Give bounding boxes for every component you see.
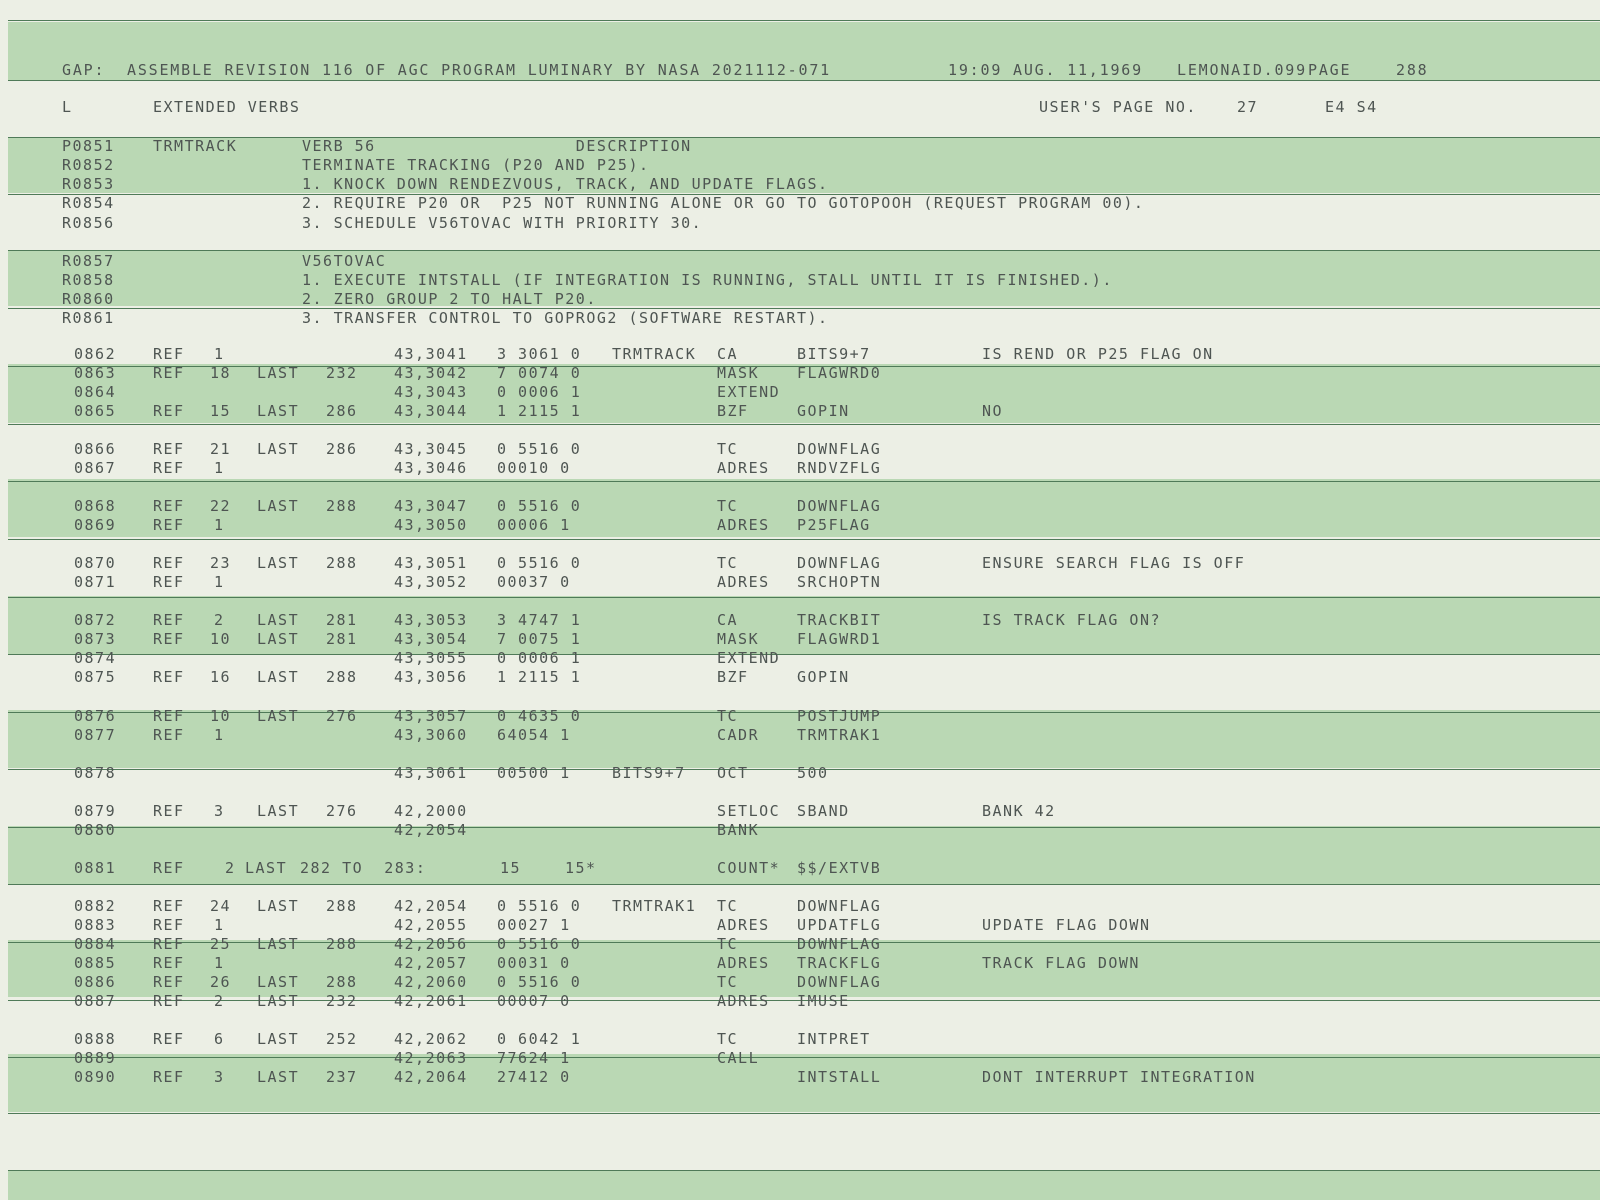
rule-line [8,539,1600,540]
octal-code: 64054 1 [497,726,571,744]
last-label: LAST [257,611,300,629]
comment-text: TRACK FLAG DOWN [982,954,1140,972]
comment-text: BANK 42 [982,802,1056,820]
octal-code: 00010 0 [497,459,571,477]
address: 42,2055 [394,916,468,934]
operand: RNDVZFLG [797,459,882,477]
card-number: R0858 [62,271,115,289]
octal-code: 00031 0 [497,954,571,972]
ref-label: REF [153,726,185,744]
opcode: EXTEND [717,383,781,401]
ref-label: REF [153,668,185,686]
operand: DOWNFLAG [797,935,882,953]
address: 43,3045 [394,440,468,458]
card-number: 0889 [74,1049,117,1067]
ref-count: 3 [214,1068,225,1086]
rule-line [8,250,1600,251]
address: 42,2060 [394,973,468,991]
card-number: R0856 [62,214,115,232]
card-number: 0862 [74,345,117,363]
operand: SBAND [797,802,850,820]
octal-code: 0 5516 0 [497,935,582,953]
operand: DOWNFLAG [797,897,882,915]
users-page-number: 27 [1237,98,1259,116]
comment-text: 3. SCHEDULE V56TOVAC WITH PRIORITY 30. [302,214,703,232]
address: 42,2063 [394,1049,468,1067]
operand: DOWNFLAG [797,973,882,991]
users-page-label: USER'S PAGE NO. [1039,98,1197,116]
operand: FLAGWRD1 [797,630,882,648]
ref-label: REF [153,992,185,1010]
operand: FLAGWRD0 [797,364,882,382]
ref-label: REF [153,516,185,534]
address: 43,3042 [394,364,468,382]
comment-text: 2. ZERO GROUP 2 TO HALT P20. [302,290,597,308]
ref-label: REF [153,554,185,572]
comment-text: UPDATE FLAG DOWN [982,916,1151,934]
octal-code: 00037 0 [497,573,571,591]
last-label: LAST [257,630,300,648]
comment-text: ENSURE SEARCH FLAG IS OFF [982,554,1246,572]
octal-code: 0 0006 1 [497,383,582,401]
ref-count: 22 [210,497,232,515]
last-page: 276 [326,802,358,820]
last-label: LAST [257,364,300,382]
address: 43,3043 [394,383,468,401]
ref-count: 6 [214,1030,225,1048]
opcode: COUNT* [717,859,781,877]
opcode: TC [717,554,739,572]
card-number: 0876 [74,707,117,725]
octal-code: 27412 0 [497,1068,571,1086]
rule-line [8,1113,1600,1114]
log-section-letter: L [62,98,73,116]
address: 43,3053 [394,611,468,629]
rule-line [8,20,1600,21]
opcode: BANK [717,821,760,839]
octal-code: 7 0075 1 [497,630,582,648]
ref-count: 1 [214,573,225,591]
card-number: 0888 [74,1030,117,1048]
operand: DOWNFLAG [797,497,882,515]
operand: POSTJUMP [797,707,882,725]
opcode: ADRES [717,954,770,972]
ref-label: REF [153,345,185,363]
operand: GOPIN [797,402,850,420]
octal-code: 0 0006 1 [497,649,582,667]
last-label: LAST [257,973,300,991]
ref-label: REF [153,440,185,458]
opcode: BZF [717,402,749,420]
ref-label: REF [153,630,185,648]
job-name: LEMONAID.099 [1177,61,1307,79]
comment-text: 1. KNOCK DOWN RENDEZVOUS, TRACK, AND UPDATE FLAGS. [302,175,829,193]
last-label: LAST [257,935,300,953]
opcode: EXTEND [717,649,781,667]
ref-label: REF [153,859,185,877]
ref-count: 1 [214,516,225,534]
rule-line [8,1170,1600,1171]
last-page: 282 TO 283: [300,859,427,877]
operand: P25FLAG [797,516,871,534]
address: 43,3061 [394,764,468,782]
statement-label: TRMTRAK1 [612,897,697,915]
ref-count: 2 [225,859,236,877]
ref-label: REF [153,897,185,915]
last-page: 288 [326,668,358,686]
octal-code: 00500 1 [497,764,571,782]
octal-code: 0 4635 0 [497,707,582,725]
ref-count: 26 [210,973,232,991]
ref-count: 24 [210,897,232,915]
last-page: 252 [326,1030,358,1048]
last-label: LAST [257,554,300,572]
operand: IMUSE [797,992,850,1010]
card-number: 0881 [74,859,117,877]
comment-text: IS TRACK FLAG ON? [982,611,1162,629]
ref-label: REF [153,973,185,991]
address: 43,3051 [394,554,468,572]
address: 43,3060 [394,726,468,744]
last-label: LAST [257,402,300,420]
ref-label: REF [153,611,185,629]
address: 42,2064 [394,1068,468,1086]
opcode: MASK [717,364,760,382]
opcode: TC [717,935,739,953]
comment-text: VERB 56 DESCRIPTION [302,137,692,155]
octal-code: 1 2115 1 [497,402,582,420]
print-timestamp: 19:09 AUG. 11,1969 [948,61,1143,79]
operand: TRACKBIT [797,611,882,629]
card-number: 0868 [74,497,117,515]
ref-count: 3 [214,802,225,820]
ref-count: 23 [210,554,232,572]
rule-line [8,654,1600,655]
ref-count: 10 [210,707,232,725]
last-page: 288 [326,935,358,953]
card-number: 0884 [74,935,117,953]
address: 42,2057 [394,954,468,972]
address: 42,2061 [394,992,468,1010]
operand: BITS9+7 [797,345,871,363]
last-label: LAST [257,707,300,725]
ref-count: 18 [210,364,232,382]
last-label: LAST [257,1068,300,1086]
last-page: 288 [326,554,358,572]
address: 43,3054 [394,630,468,648]
routine-label: TRMTRACK [153,137,238,155]
last-label: LAST [257,992,300,1010]
opcode: TC [717,973,739,991]
octal-code: 00007 0 [497,992,571,1010]
octal-code: 3 4747 1 [497,611,582,629]
operand: 500 [797,764,829,782]
rule-line [8,1057,1600,1058]
octal-code: 0 5516 0 [497,973,582,991]
ref-label: REF [153,497,185,515]
card-number: R0861 [62,309,115,327]
ref-label: REF [153,802,185,820]
comment-text: DONT INTERRUPT INTEGRATION [982,1068,1256,1086]
opcode: ADRES [717,992,770,1010]
last-label: LAST [257,802,300,820]
opcode: SETLOC [717,802,781,820]
operand: GOPIN [797,668,850,686]
ref-label: REF [153,402,185,420]
ref-count: 1 [214,726,225,744]
address: 43,3050 [394,516,468,534]
green-band [8,1170,1600,1200]
last-page: 281 [326,611,358,629]
last-page: 286 [326,440,358,458]
card-number: 0879 [74,802,117,820]
rule-line [8,137,1600,138]
octal-code: 0 5516 0 [497,497,582,515]
ref-count: 2 [214,992,225,1010]
last-label: LAST [257,1030,300,1048]
card-number: 0865 [74,402,117,420]
last-label: LAST [257,497,300,515]
card-number: P0851 [62,137,115,155]
ref-label: REF [153,1068,185,1086]
octal-code: 15* [565,859,597,877]
card-number: 0886 [74,973,117,991]
opcode: CA [717,345,739,363]
octal-code: 00006 1 [497,516,571,534]
ref-label: REF [153,459,185,477]
card-number: R0854 [62,194,115,212]
section-code: E4 S4 [1325,98,1378,116]
opcode: TC [717,440,739,458]
address: 43,3044 [394,402,468,420]
ref-label: REF [153,707,185,725]
last-page: 286 [326,402,358,420]
address: 43,3056 [394,668,468,686]
last-label: LAST [257,440,300,458]
ref-label: REF [153,364,185,382]
opcode: BZF [717,668,749,686]
address: 42,2062 [394,1030,468,1048]
card-number: 0867 [74,459,117,477]
rule-line [8,481,1600,482]
operand: TRACKFLG [797,954,882,972]
ref-label: REF [153,573,185,591]
opcode: TC [717,707,739,725]
octal-code: 0 5516 0 [497,440,582,458]
comment-text: 1. EXECUTE INTSTALL (IF INTEGRATION IS RUNNING, STALL UNTIL IT IS FINISHED.). [302,271,1113,289]
octal-code: 1 2115 1 [497,668,582,686]
last-label: LAST [257,668,300,686]
opcode: CA [717,611,739,629]
address: 43,3046 [394,459,468,477]
card-number: 0890 [74,1068,117,1086]
operand: $$/EXTVB [797,859,882,877]
ref-count: 2 [214,611,225,629]
statement-label: BITS9+7 [612,764,686,782]
address: 43,3057 [394,707,468,725]
page-label: PAGE [1308,61,1352,79]
opcode: TC [717,897,739,915]
rule-line [8,424,1600,425]
card-number: 0882 [74,897,117,915]
statement-label: TRMTRACK [612,345,697,363]
address: 15 [500,859,522,877]
card-number: R0857 [62,252,115,270]
octal-code: 0 5516 0 [497,554,582,572]
ref-label: REF [153,954,185,972]
card-number: 0880 [74,821,117,839]
octal-code: 3 3061 0 [497,345,582,363]
rule-line [8,884,1600,885]
operand: UPDATFLG [797,916,882,934]
operand: DOWNFLAG [797,440,882,458]
address: 42,2056 [394,935,468,953]
card-number: 0863 [74,364,117,382]
octal-code: 77624 1 [497,1049,571,1067]
card-number: 0866 [74,440,117,458]
card-number: 0874 [74,649,117,667]
card-number: 0871 [74,573,117,591]
card-number: 0872 [74,611,117,629]
rule-line [8,80,1600,81]
card-number: 0883 [74,916,117,934]
octal-code: 00027 1 [497,916,571,934]
section-title: EXTENDED VERBS [153,98,301,116]
address: 42,2054 [394,897,468,915]
card-number: 0875 [74,668,117,686]
card-number: 0870 [74,554,117,572]
card-number: 0885 [74,954,117,972]
last-page: 288 [326,497,358,515]
opcode: TC [717,1030,739,1048]
card-number: R0852 [62,156,115,174]
opcode: CADR [717,726,760,744]
opcode: OCT [717,764,749,782]
octal-code: 0 5516 0 [497,897,582,915]
card-number: 0877 [74,726,117,744]
last-page: 288 [326,973,358,991]
comment-text: TERMINATE TRACKING (P20 AND P25). [302,156,650,174]
address: 43,3041 [394,345,468,363]
card-number: R0860 [62,290,115,308]
address: 43,3055 [394,649,468,667]
rule-line [8,597,1600,598]
last-page: 232 [326,992,358,1010]
opcode: ADRES [717,459,770,477]
card-number: 0887 [74,992,117,1010]
address: 42,2000 [394,802,468,820]
ref-label: REF [153,935,185,953]
operand: INTSTALL [797,1068,882,1086]
opcode: CALL [717,1049,760,1067]
ref-count: 15 [210,402,232,420]
card-number: 0873 [74,630,117,648]
operand: INTPRET [797,1030,871,1048]
last-label: LAST [257,897,300,915]
operand: DOWNFLAG [797,554,882,572]
opcode: ADRES [717,516,770,534]
ref-count: 25 [210,935,232,953]
ref-count: 1 [214,345,225,363]
comment-text: 3. TRANSFER CONTROL TO GOPROG2 (SOFTWARE RESTART). [302,309,829,327]
comment-text: NO [982,402,1004,420]
last-page: 237 [326,1068,358,1086]
ref-count: 1 [214,459,225,477]
ref-label: REF [153,916,185,934]
opcode: MASK [717,630,760,648]
address: 43,3052 [394,573,468,591]
address: 43,3047 [394,497,468,515]
ref-count: 1 [214,954,225,972]
opcode: ADRES [717,916,770,934]
assembly-title: GAP: ASSEMBLE REVISION 116 OF AGC PROGRAM LUMINARY BY NASA 2021112-071 [62,61,831,79]
card-number: 0864 [74,383,117,401]
operand: SRCHOPTN [797,573,882,591]
ref-count: 10 [210,630,232,648]
octal-code: 0 6042 1 [497,1030,582,1048]
last-page: 288 [326,897,358,915]
last-page: 281 [326,630,358,648]
comment-text: IS REND OR P25 FLAG ON [982,345,1214,363]
opcode: TC [717,497,739,515]
rule-line [8,827,1600,828]
ref-count: 21 [210,440,232,458]
comment-text: V56TOVAC [302,252,387,270]
octal-code: 7 0074 0 [497,364,582,382]
last-page: 232 [326,364,358,382]
card-number: 0869 [74,516,117,534]
ref-count: 16 [210,668,232,686]
operand: TRMTRAK1 [797,726,882,744]
address: 42,2054 [394,821,468,839]
last-label: LAST [245,859,288,877]
opcode: ADRES [717,573,770,591]
ref-count: 1 [214,916,225,934]
last-page: 276 [326,707,358,725]
ref-label: REF [153,1030,185,1048]
page-number: 288 [1396,61,1429,79]
comment-text: 2. REQUIRE P20 OR P25 NOT RUNNING ALONE OR GO TO GOTOPOOH (REQUEST PROGRAM 00). [302,194,1145,212]
card-number: R0853 [62,175,115,193]
card-number: 0878 [74,764,117,782]
